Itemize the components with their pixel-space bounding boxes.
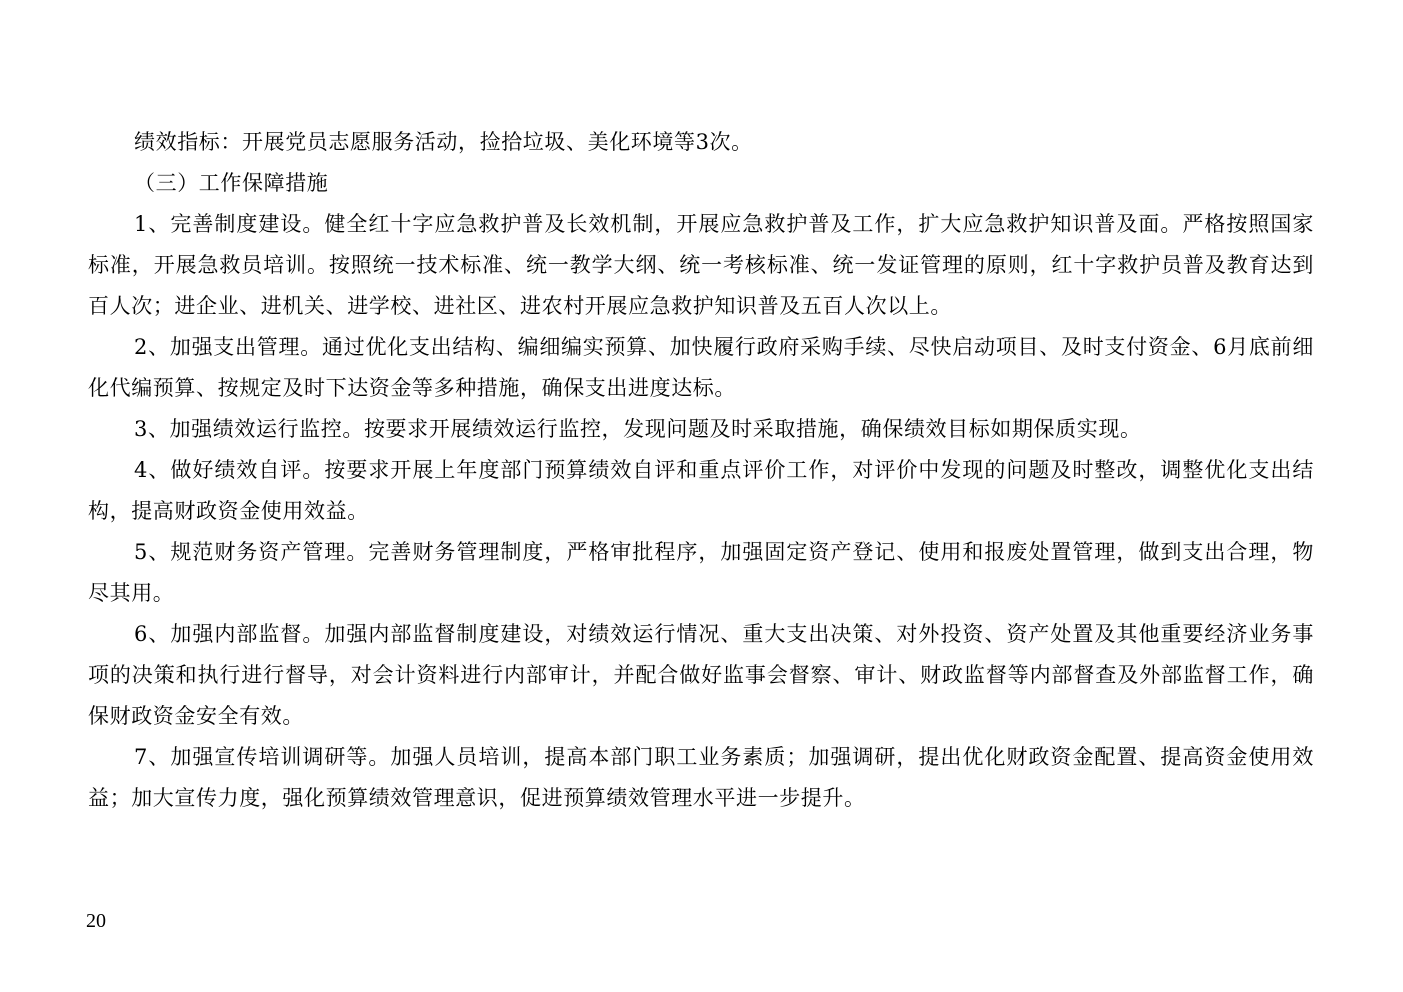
measure-5-paragraph: 5、规范财务资产管理。完善财务管理制度，严格审批程序，加强固定资产登记、使用和报废处置管理，做到支出合理，物尽其用。 [88,540,1314,605]
document-body [88,122,1314,819]
section-heading: （三）工作保障措施 [134,171,329,195]
measure-6-paragraph: 6、加强内部监督。加强内部监督制度建设，对绩效运行情况、重大支出决策、对外投资、资产处置及其他重要经济业务事项的决策和执行进行督导，对会计资料进行内部审计，并配合做好监事会督察、审计、财政监督等内部督查及外部监督工作，确保财政资金安全有效。 [88,622,1314,728]
performance-indicator-paragraph: 绩效指标：开展党员志愿服务活动，捡拾垃圾、美化环境等3次。 [134,130,753,154]
measure-7-paragraph: 7、加强宣传培训调研等。加强人员培训，提高本部门职工业务素质；加强调研，提出优化财政资金配置、提高资金使用效益；加大宣传力度，强化预算绩效管理意识，促进预算绩效管理水平进一步提升。 [88,745,1314,810]
measure-1-paragraph: 1、完善制度建设。健全红十字应急救护普及长效机制，开展应急救护普及工作，扩大应急救护知识普及面。严格按照国家标准，开展急救员培训。按照统一技术标准、统一教学大纲、统一考核标准、统一发证管理的原则，红十字救护员普及教育达到百人次；进企业、进机关、进学校、进社区、进农村开展应急救护知识普及五百人次以上。 [88,212,1314,318]
measure-4-paragraph: 4、做好绩效自评。按要求开展上年度部门预算绩效自评和重点评价工作，对评价中发现的问题及时整改，调整优化支出结构，提高财政资金使用效益。 [88,458,1314,523]
measure-2-paragraph: 2、加强支出管理。通过优化支出结构、编细编实预算、加快履行政府采购手续、尽快启动项目、及时支付资金、6月底前细化代编预算、按规定及时下达资金等多种措施，确保支出进度达标。 [88,335,1314,400]
measure-3-paragraph: 3、加强绩效运行监控。按要求开展绩效运行监控，发现问题及时采取措施，确保绩效目标如期保质实现。 [134,417,1142,441]
page-number: 20 [86,910,106,932]
